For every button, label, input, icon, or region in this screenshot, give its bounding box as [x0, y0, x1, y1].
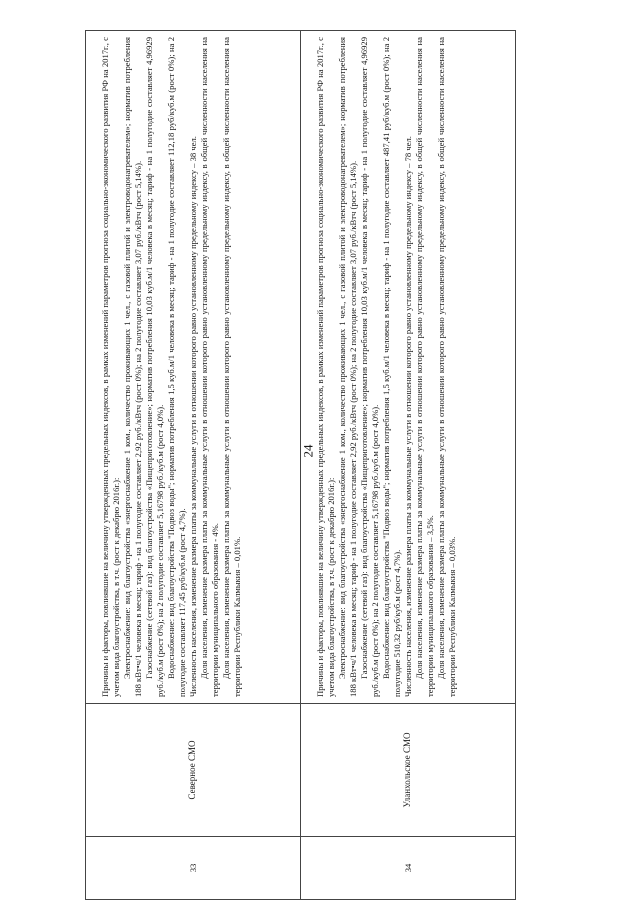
paragraph: Водоснабжение: вид благоустройства "Подвоз воды"; норматив потребления 1,5 куб.м/1 человека в месяц; тариф - на 1 полугодие составляет 112,18 руб/куб.м (рост 0%); на 2 полугодие составляет 117,45 руб/куб.м (рост 4,7%). — [166, 37, 187, 697]
paragraph: Причины и факторы, повлиявшие на величину утвержденных предельных индексов, в рамках изменений параметров прогноза социально-экономического развития РФ на 2017г., с учетом вида благоустройства, в т.ч. (рост к декабрю 2016г.): — [100, 37, 121, 697]
paragraph: Доля населения, изменение размера платы за коммунальные услуги в отношении которого равно установленному предельному индексу, в общей численности населения на территории Республики Калмыкия – 0,01%. — [221, 37, 242, 697]
municipality-table — [85, 30, 516, 900]
row-description — [301, 31, 516, 704]
municipality-name: Уланхольское СМО — [301, 704, 516, 837]
paragraph: Численность населения, изменение размера платы за коммунальные услуги в отношении которого равно установленному предельному индексу – 38 чел. — [188, 136, 198, 697]
page-number: 24 — [300, 444, 316, 458]
paragraph: Доля населения, изменение размера платы за коммунальные услуги в отношении которого равно установленному предельному индексу, в общей численности населения на территории муниципального образования - 4%. — [199, 37, 220, 697]
paragraph: Доля населения, изменение размера платы за коммунальные услуги в отношении которого равно установленному предельному индексу, в общей численности населения на территории муниципального образования – 3,5%. — [414, 37, 435, 697]
paragraph: Водоснабжение: вид благоустройства "Подвоз воды"; норматив потребления 1,5 куб.м/1 человека в месяц; тариф - на 1 полугодие составляет 487,41 руб/куб.м (рост 0%); на 2 полугодие 510,32 руб/куб.м (рост 4,7%). — [381, 37, 402, 697]
paragraph: Доля населения, изменение размера платы за коммунальные услуги в отношении которого равно установленному предельному индексу, в общей численности населения на территории Республики Калмыкия – 0,03%. — [436, 37, 457, 697]
paragraph: Электроснабжение: вид благоустройства «энергоснабжение 1 ком., количество проживающих 1 чел., с газовой плитой и электроводонагревателем»; норматив потребления 188 кВт•ч/1 человека в месяц; тариф - на 1 полугодие составляет 2,92 руб./кВтч (рост 0%); на 2 полугодие составляет 3,07 руб./кВтч (рост 5,14%). — [122, 37, 143, 697]
table-row — [86, 31, 301, 900]
row-number: 34 — [301, 837, 516, 900]
paragraph: Газоснабжение (сетевой газ): вид благоустройства «Пищеприготовление»; норматив потребления 10,03 куб.м/1 человека в месяц; тариф - на 1 полугодие составляет 4,96929 руб./куб.м (рост 0%); на 2 полугодие составляет 5,16798 руб./куб.м (рост 4,0%). — [359, 37, 380, 697]
row-number: 33 — [86, 837, 301, 900]
paragraph: Электроснабжение: вид благоустройства «энергоснабжение 1 ком., количество проживающих 1 чел., с газовой плитой и электроводонагревателем»; норматив потребления 188 кВт•ч/1 человека в месяц; тариф - на 1 полугодие составляет 2,92 руб./кВтч (рост 0%); на 2 полугодие составляет 3,07 руб./кВтч (рост 5,14%). — [337, 37, 358, 697]
paragraph: Причины и факторы, повлиявшие на величину утвержденных предельных индексов, в рамках изменений параметров прогноза социально-экономического развития РФ на 2017г., с учетом вида благоустройства, в т.ч. (рост к декабрю 2016г.): — [315, 37, 336, 697]
paragraph: Численность населения, изменение размера платы за коммунальные услуги в отношении которого равно установленному предельному индексу – 78 чел. — [403, 136, 413, 697]
municipality-name: Северное СМО — [86, 704, 301, 837]
row-description — [86, 31, 301, 704]
table-row — [301, 31, 516, 900]
paragraph: Газоснабжение (сетевой газ): вид благоустройства «Пищеприготовление»; норматив потребления 10,03 куб.м/1 человека в месяц; тариф - на 1 полугодие составляет 4,96929 руб./куб.м (рост 0%); на 2 полугодие составляет 5,16798 руб./куб.м (рост 4,0%). — [144, 37, 165, 697]
rotated-table-container — [85, 30, 515, 900]
